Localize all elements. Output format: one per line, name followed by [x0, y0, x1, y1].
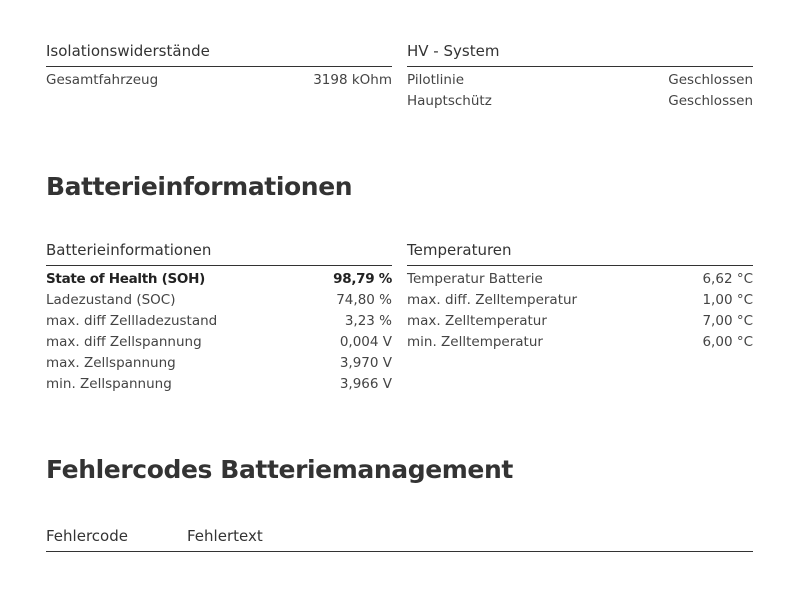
- row-label: Gesamtfahrzeug: [46, 72, 159, 88]
- row-value: 6,62 °C: [702, 271, 753, 287]
- isolation-title: Isolationswiderstände: [46, 42, 392, 67]
- battery-section-title: Batterieinformationen: [46, 172, 353, 201]
- row-value: 6,00 °C: [702, 334, 753, 350]
- row-value: 3198 kOhm: [313, 72, 392, 88]
- row-value: 0,004 V: [339, 334, 392, 350]
- row-label: max. Zelltemperatur: [407, 313, 547, 329]
- row-label: Hauptschütz: [407, 93, 492, 109]
- isolation-row-total: [46, 70, 392, 91]
- temp-row-battery: [407, 269, 753, 290]
- battery-info-panel: [46, 241, 392, 395]
- row-label: Temperatur Batterie: [407, 271, 543, 287]
- column-header-fault-text: Fehlertext: [187, 527, 263, 545]
- row-label: max. Zellspannung: [46, 355, 176, 371]
- hv-row-pilot-line: [407, 70, 753, 91]
- row-value: 74,80 %: [336, 292, 392, 308]
- temp-row-max-cell: [407, 311, 753, 332]
- row-value: 3,966 V: [339, 376, 392, 392]
- battery-temperature-row: [46, 241, 753, 395]
- battery-row-max-cell-voltage: [46, 353, 392, 374]
- column-header-fault-code: Fehlercode: [46, 527, 128, 545]
- row-label: max. diff Zellspannung: [46, 334, 202, 350]
- row-label: Ladezustand (SOC): [46, 292, 176, 308]
- battery-row-diff-cell-charge: [46, 311, 392, 332]
- row-value: 98,79 %: [333, 271, 392, 287]
- row-label: Pilotlinie: [407, 72, 465, 88]
- row-label: max. diff Zellladezustand: [46, 313, 218, 329]
- fault-codes-section-title: Fehlercodes Batteriemanagement: [46, 455, 513, 484]
- hv-row-main-contactor: [407, 91, 753, 112]
- report-page: [46, 0, 753, 600]
- row-label: min. Zellspannung: [46, 376, 172, 392]
- battery-row-min-cell-voltage: [46, 374, 392, 395]
- temp-row-max-diff-cell: [407, 290, 753, 311]
- fault-codes-table-header: [46, 527, 753, 552]
- row-label: State of Health (SOH): [46, 271, 205, 287]
- hv-system-panel: [407, 42, 753, 112]
- isolation-panel: [46, 42, 392, 112]
- temp-row-min-cell: [407, 332, 753, 353]
- isolation-hv-row: [46, 42, 753, 112]
- row-value: Geschlossen: [668, 72, 753, 88]
- row-value: 3,23 %: [344, 313, 392, 329]
- row-value: 1,00 °C: [702, 292, 753, 308]
- cut-off-section-heading: [46, 0, 54, 12]
- row-label: min. Zelltemperatur: [407, 334, 543, 350]
- row-value: 7,00 °C: [702, 313, 753, 329]
- temperatures-panel: [407, 241, 753, 395]
- battery-row-soc: [46, 290, 392, 311]
- row-value: 3,970 V: [339, 355, 392, 371]
- battery-info-title: Batterieinformationen: [46, 241, 392, 266]
- temperatures-title: Temperaturen: [407, 241, 753, 266]
- hv-system-title: HV - System: [407, 42, 753, 67]
- battery-row-diff-cell-voltage: [46, 332, 392, 353]
- row-value: Geschlossen: [668, 93, 753, 109]
- row-label: max. diff. Zelltemperatur: [407, 292, 578, 308]
- battery-row-soh: [46, 269, 392, 290]
